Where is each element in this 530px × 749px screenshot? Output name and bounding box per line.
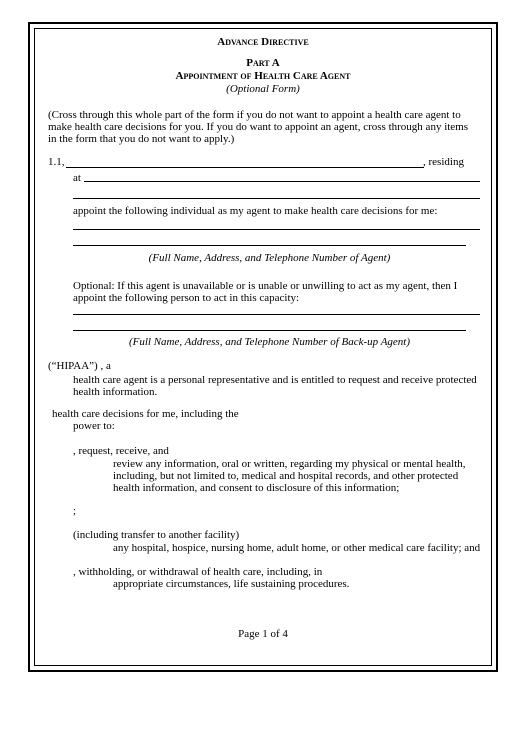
power-a-line-3: health information, and consent to disclosure of this information; [113, 482, 400, 494]
address-field-1[interactable] [84, 181, 480, 182]
part-heading: Part A [246, 57, 280, 69]
power-to-text: power to: [73, 420, 115, 432]
decisions-text: health care decisions for me, including the [52, 408, 239, 420]
agent-field-2[interactable] [73, 245, 466, 246]
agent-field-1[interactable] [73, 229, 480, 230]
optional-line-2: appoint the following person to act in this capacity: [73, 292, 300, 304]
power-d-line-1: appropriate circumstances, life sustaining procedures. [113, 578, 350, 590]
power-c-lead: (including transfer to another facility) [73, 529, 240, 541]
backup-caption: (Full Name, Address, and Telephone Number of Back-up Agent) [128, 336, 411, 348]
representative-line-2: health information. [73, 386, 158, 398]
backup-field-1[interactable] [73, 314, 480, 315]
principal-name-field[interactable] [66, 167, 424, 168]
power-c-line-1: any hospital, hospice, nursing home, adult home, or other medical care facility; and [113, 542, 481, 554]
hipaa-text: (“HIPAA”) , a [48, 360, 111, 372]
backup-field-2[interactable] [73, 330, 466, 331]
power-d-lead: , withholding, or withdrawal of health care, including, in [73, 566, 323, 578]
intro-line-2: make health care decisions for you. If you do want to appoint an agent, cross through any items [48, 121, 469, 133]
intro-line-3: in the form that you do not want to apply.) [48, 133, 235, 145]
power-a-line-2: including, but not limited to, medical and hospital records, and other protected [113, 470, 459, 482]
representative-line-1: health care agent is a personal representative and is entitled to request and receive protected [73, 374, 477, 386]
document-title: Advance Directive [217, 36, 309, 48]
residing-label: , residing [423, 156, 464, 168]
address-field-2[interactable] [73, 198, 480, 199]
at-label: at [73, 172, 81, 184]
power-a-line-1: review any information, oral or written, regarding my physical or mental health, [113, 458, 466, 470]
item-number: 1.1, [48, 156, 65, 168]
power-a-lead: , request, receive, and [73, 445, 169, 457]
intro-line-1: (Cross through this whole part of the form if you do not want to appoint a health care agent to [48, 109, 461, 121]
page-number: Page 1 of 4 [238, 628, 288, 640]
section-heading: Appointment of Health Care Agent [175, 70, 351, 82]
optional-form-label: (Optional Form) [226, 83, 300, 95]
appoint-statement: appoint the following individual as my agent to make health care decisions for me: [73, 205, 438, 217]
power-b: ; [73, 505, 77, 517]
optional-line-1: Optional: If this agent is unavailable or is unable or unwilling to act as my agent, then I [73, 280, 458, 292]
agent-caption: (Full Name, Address, and Telephone Number of Agent) [148, 252, 391, 264]
